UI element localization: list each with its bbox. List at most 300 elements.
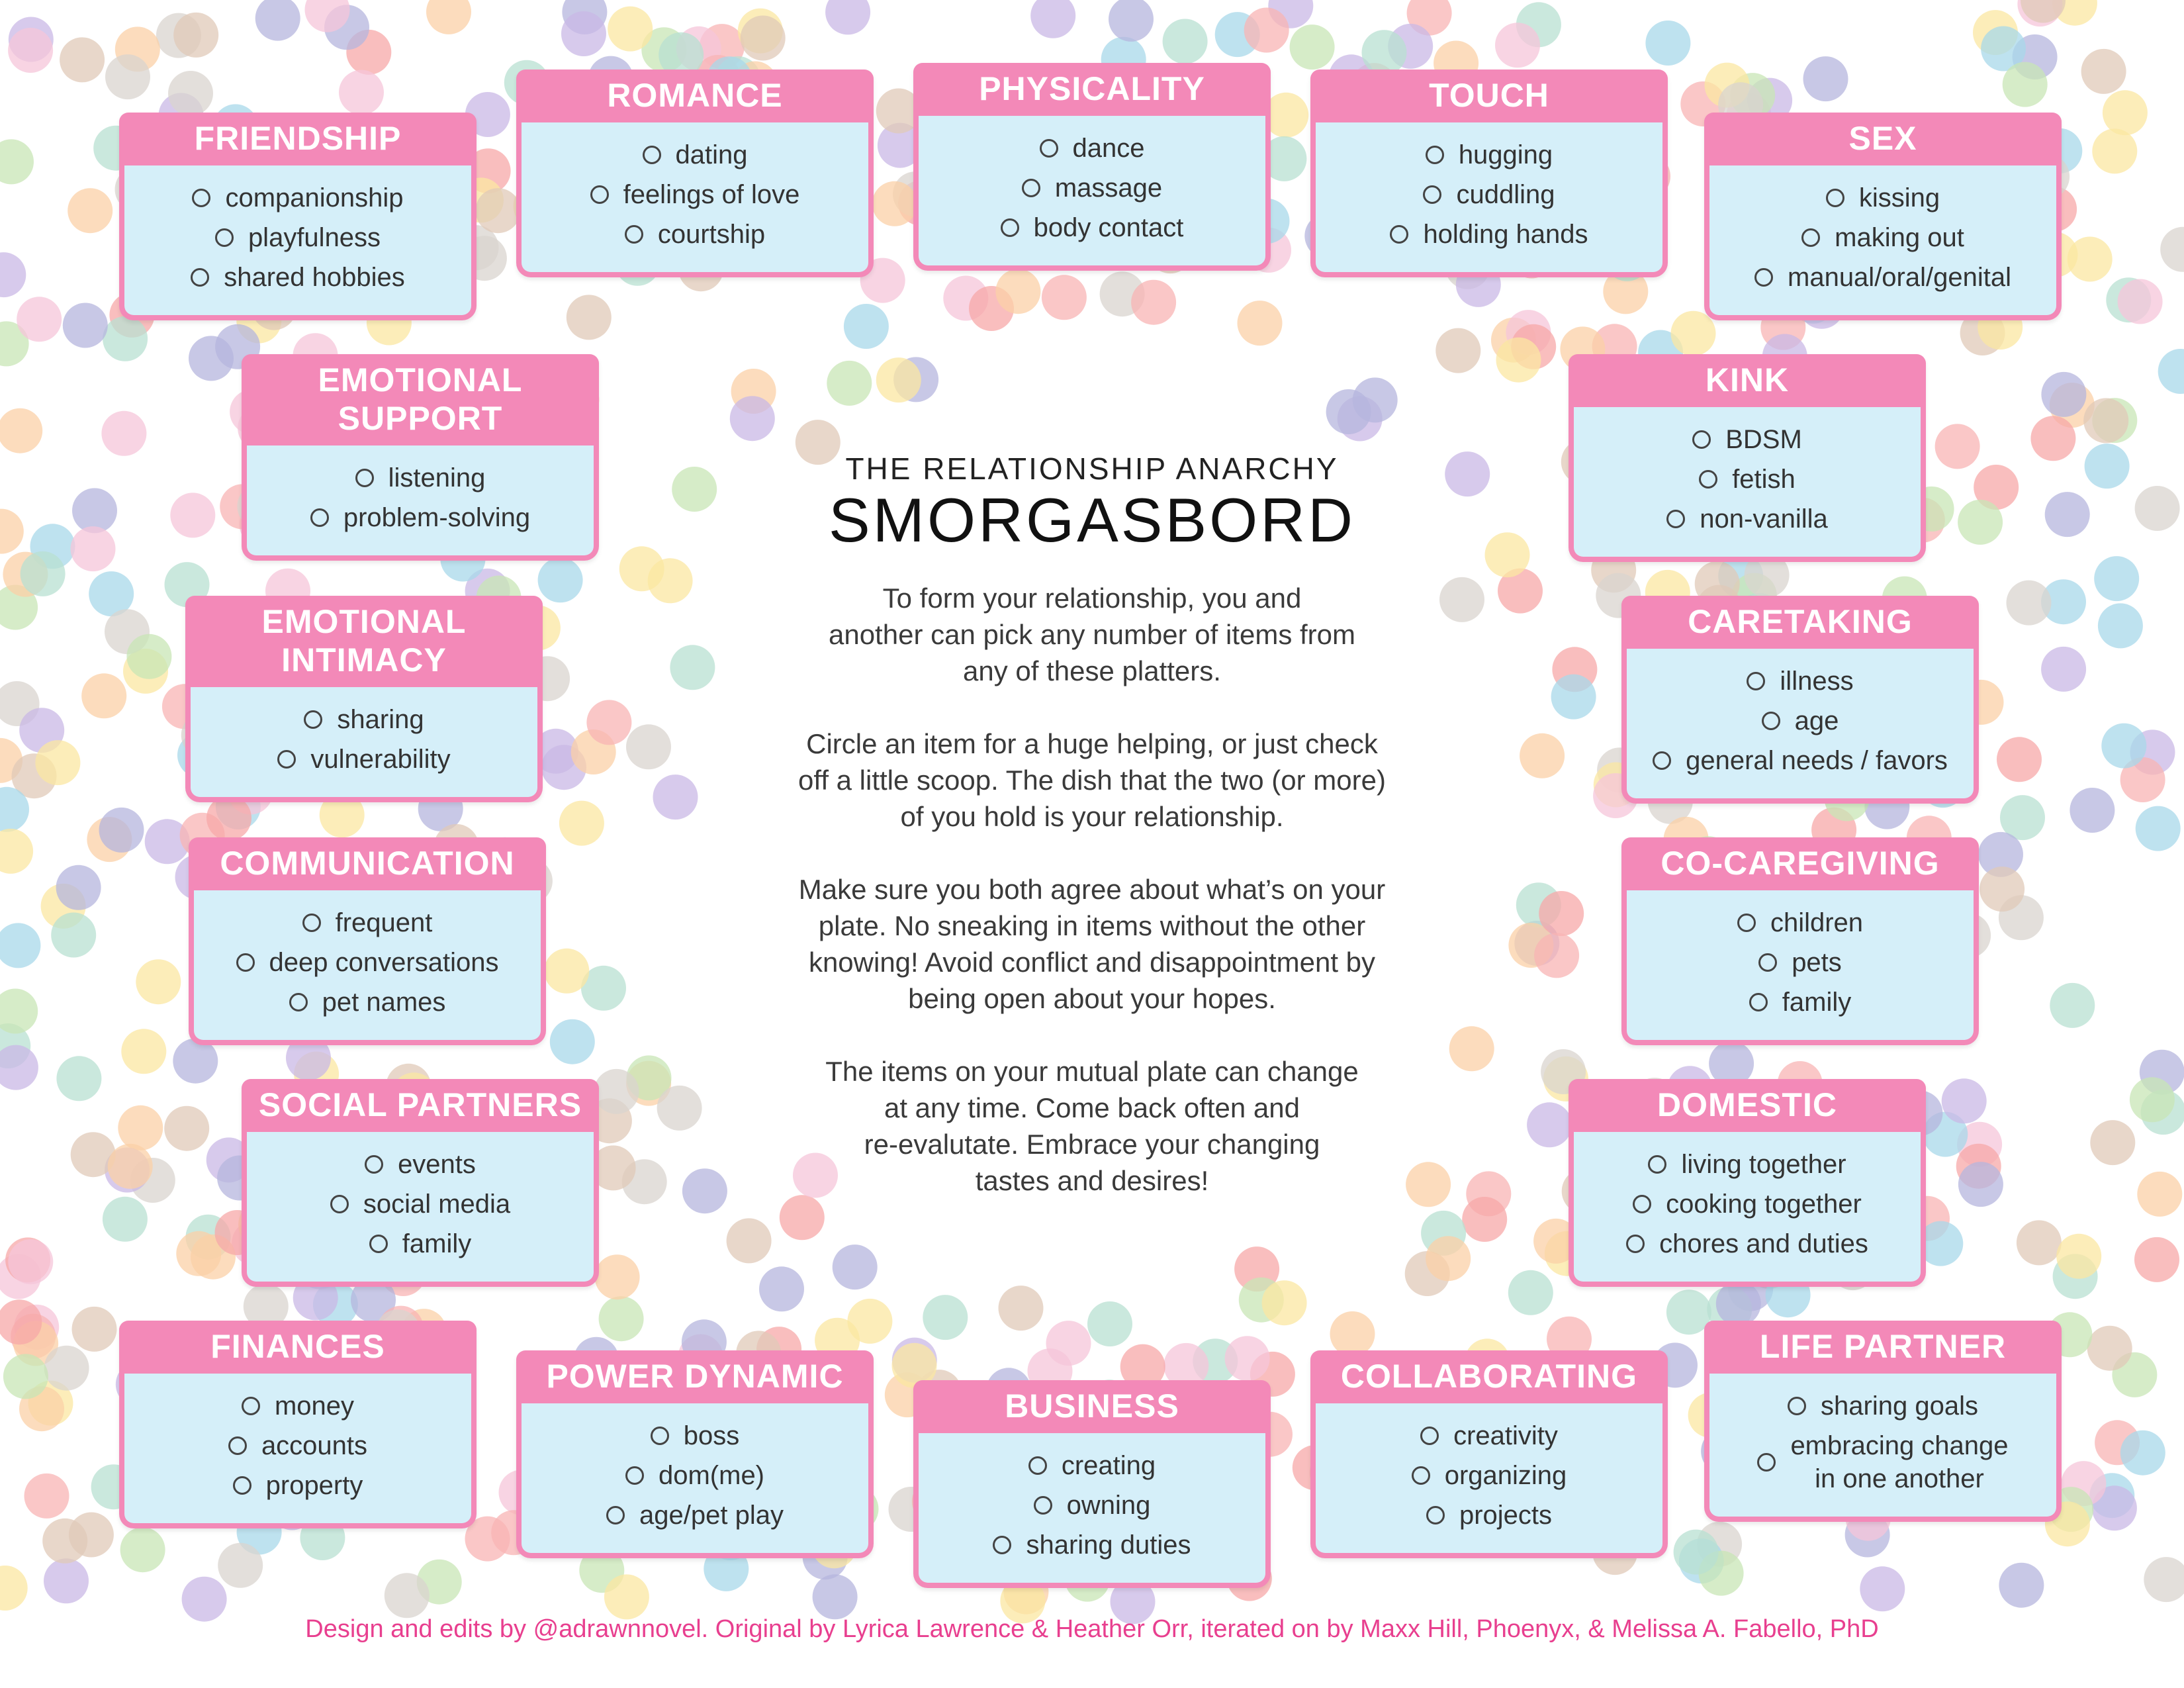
radio-circle-icon	[1692, 430, 1711, 449]
radio-circle-icon	[1762, 712, 1780, 730]
option-item[interactable]: illness	[1635, 665, 1966, 698]
confetti-dot	[72, 1307, 117, 1352]
option-item[interactable]: fetish	[1582, 463, 1913, 496]
confetti-dot	[0, 1045, 38, 1090]
radio-circle-icon	[1826, 189, 1844, 207]
platter-social-partners	[242, 1079, 599, 1287]
radio-circle-icon	[355, 469, 374, 487]
confetti-dot	[1958, 500, 2003, 545]
option-item[interactable]: family	[1635, 986, 1966, 1019]
option-item[interactable]: manual/oral/genital	[1717, 261, 2048, 294]
confetti-dot	[1539, 891, 1584, 936]
radio-circle-icon	[236, 953, 255, 972]
platter-title: FINANCES	[119, 1321, 477, 1374]
option-item[interactable]: sharing goals	[1717, 1389, 2048, 1423]
confetti-dot	[44, 1558, 89, 1603]
option-item[interactable]: playfulness	[132, 221, 463, 254]
confetti-dot	[1534, 933, 1579, 978]
confetti-dot	[844, 304, 889, 349]
option-item[interactable]: vulnerability	[199, 743, 529, 776]
option-item[interactable]: feelings of love	[529, 178, 860, 211]
confetti-dot	[218, 1543, 263, 1588]
radio-circle-icon	[365, 1155, 383, 1174]
confetti-dot	[599, 1296, 644, 1341]
radio-circle-icon	[289, 993, 308, 1011]
option-item[interactable]: problem-solving	[255, 501, 586, 534]
confetti-dot	[876, 357, 921, 402]
confetti-dot	[608, 7, 653, 52]
platter-title: COLLABORATING	[1310, 1350, 1668, 1403]
confetti-dot	[2017, 1220, 2062, 1265]
confetti-dot	[2007, 581, 2052, 626]
option-item[interactable]: non-vanilla	[1582, 502, 1913, 536]
confetti-dot	[594, 1069, 639, 1114]
radio-circle-icon	[1801, 228, 1820, 247]
platter-friendship	[119, 113, 477, 320]
confetti-dot	[0, 408, 42, 453]
confetti-dot	[103, 316, 148, 361]
confetti-dot	[2068, 237, 2113, 282]
confetti-dot	[1999, 1563, 2044, 1608]
option-item[interactable]: age/pet play	[529, 1499, 860, 1532]
confetti-dot	[544, 949, 589, 994]
radio-circle-icon	[304, 710, 322, 729]
intro-paragraph: The items on your mutual plate can change at any time. Come back often and re-evalutate. Embrace your changing tastes and desires!	[825, 1056, 1359, 1196]
confetti-dot	[1935, 424, 1980, 469]
confetti-dot	[108, 1144, 153, 1189]
confetti-dot	[1290, 24, 1335, 70]
confetti-dot	[1449, 1026, 1494, 1071]
option-item[interactable]: social media	[255, 1188, 586, 1221]
radio-circle-icon	[1699, 470, 1717, 489]
confetti-dot	[1042, 275, 1087, 320]
confetti-dot	[42, 1519, 87, 1564]
confetti-dot	[51, 913, 96, 958]
confetti-dot	[1997, 737, 2042, 782]
page-title: SMORGASBORD	[828, 485, 1356, 555]
confetti-dot	[8, 1239, 53, 1284]
confetti-dot	[538, 557, 583, 602]
confetti-dot	[1225, 1336, 1270, 1381]
radio-circle-icon	[1412, 1466, 1430, 1485]
confetti-dot	[1238, 301, 1283, 346]
confetti-dot	[550, 1019, 595, 1064]
confetti-dot	[2120, 1430, 2165, 1476]
platter-communication	[189, 837, 546, 1045]
option-item[interactable]: listening	[255, 461, 586, 494]
radio-circle-icon	[1653, 751, 1671, 770]
platter-title: EMOTIONAL SUPPORT	[242, 354, 599, 445]
confetti-dot	[1485, 532, 1530, 577]
confetti-dot	[1462, 1197, 1507, 1242]
radio-circle-icon	[1757, 1453, 1776, 1472]
confetti-dot	[1131, 280, 1176, 325]
option-item[interactable]: boss	[529, 1419, 860, 1452]
radio-circle-icon	[1028, 1456, 1047, 1475]
confetti-dot	[0, 509, 24, 554]
confetti-dot	[2144, 1557, 2184, 1602]
confetti-dot	[1520, 733, 1565, 778]
confetti-dot	[1426, 1236, 1471, 1281]
radio-circle-icon	[1040, 139, 1058, 158]
option-item[interactable]: pets	[1635, 946, 1966, 979]
confetti-dot	[21, 551, 66, 596]
platter-title: SOCIAL PARTNERS	[242, 1079, 599, 1132]
confetti-dot	[8, 28, 53, 73]
confetti-dot	[559, 801, 604, 846]
option-item[interactable]: holding hands	[1324, 218, 1655, 251]
confetti-dot	[561, 11, 606, 56]
confetti-dot	[2070, 788, 2115, 833]
platter-title: BUSINESS	[913, 1380, 1271, 1433]
radio-circle-icon	[625, 1466, 644, 1485]
intro-paragraph: To form your relationship, you and another can pick any number of items from any of these platters.	[828, 583, 1356, 686]
option-item[interactable]: events	[255, 1148, 586, 1181]
radio-circle-icon	[302, 914, 321, 932]
radio-circle-icon	[1626, 1235, 1645, 1253]
platter-co-caregiving	[1621, 837, 1979, 1045]
radio-circle-icon	[625, 225, 643, 244]
platter-romance	[516, 70, 874, 277]
platter-title: FRIENDSHIP	[119, 113, 477, 165]
radio-circle-icon	[330, 1195, 349, 1213]
option-item[interactable]: general needs / favors	[1635, 744, 1966, 777]
radio-circle-icon	[1666, 510, 1685, 528]
option-item[interactable]: companionship	[132, 181, 463, 214]
confetti-dot	[1087, 1301, 1132, 1346]
confetti-dot	[2081, 49, 2126, 94]
confetti-dot	[81, 673, 126, 718]
confetti-dot	[71, 526, 116, 571]
platter-title: EMOTIONAL INTIMACY	[185, 596, 543, 687]
confetti-dot	[68, 188, 113, 233]
platter-title: LIFE PARTNER	[1704, 1321, 2062, 1374]
option-item[interactable]: cuddling	[1324, 178, 1655, 211]
confetti-dot	[173, 13, 218, 58]
radio-circle-icon	[1390, 225, 1408, 244]
platter-title: COMMUNICATION	[189, 837, 546, 890]
option-item[interactable]: frequent	[202, 906, 533, 939]
confetti-dot	[426, 0, 471, 34]
option-item[interactable]: making out	[1717, 221, 2048, 254]
confetti-dot	[2101, 724, 2146, 769]
confetti-dot	[1330, 1311, 1375, 1356]
option-item[interactable]: massage	[927, 171, 1257, 205]
confetti-dot	[99, 808, 144, 853]
confetti-dot	[682, 1168, 727, 1213]
radio-circle-icon	[277, 750, 296, 769]
confetti-dot	[567, 295, 612, 340]
confetti-dot	[1979, 867, 2025, 912]
platter-title: SEX	[1704, 113, 2062, 165]
intro-paragraph: Make sure you both agree about what’s on your plate. No sneaking in items without the other knowing! Avoid conflict and disappointment by being open about your hopes.	[798, 874, 1386, 1014]
platter-title: CO-CAREGIVING	[1621, 837, 1979, 890]
confetti-dot	[2136, 806, 2181, 851]
radio-circle-icon	[310, 508, 329, 527]
confetti-dot	[741, 16, 786, 61]
platter-title: ROMANCE	[516, 70, 874, 122]
radio-circle-icon	[643, 146, 661, 164]
option-item[interactable]: cooking together	[1582, 1188, 1913, 1221]
confetti-dot	[3, 1354, 48, 1399]
confetti-dot	[2094, 556, 2139, 601]
confetti-dot	[60, 37, 105, 82]
page-kicker: THE RELATIONSHIP ANARCHY	[845, 451, 1339, 486]
confetti-dot	[2118, 279, 2163, 324]
confetti-dot	[2056, 1234, 2101, 1279]
confetti-dot	[1803, 56, 1848, 101]
confetti-dot	[0, 829, 33, 874]
option-item[interactable]: organizing	[1324, 1459, 1655, 1492]
confetti-dot	[476, 188, 521, 233]
confetti-dot	[126, 634, 171, 679]
confetti-dot	[2137, 1172, 2182, 1217]
confetti-dot	[813, 1574, 858, 1619]
confetti-dot	[0, 139, 34, 184]
option-item[interactable]: BDSM	[1582, 423, 1913, 456]
confetti-dot	[1109, 0, 1154, 42]
platter-power-dynamic	[516, 1350, 874, 1558]
confetti-dot	[847, 1299, 892, 1344]
radio-circle-icon	[1633, 1195, 1651, 1213]
confetti-dot	[1645, 21, 1690, 66]
confetti-dot	[1262, 1280, 1307, 1325]
confetti-dot	[672, 467, 717, 512]
radio-circle-icon	[192, 189, 210, 207]
confetti-dot	[164, 1106, 209, 1151]
confetti-dot	[136, 959, 181, 1004]
confetti-dot	[56, 865, 101, 910]
confetti-dot	[44, 1346, 89, 1391]
radio-circle-icon	[1747, 672, 1765, 690]
radio-circle-icon	[228, 1436, 247, 1455]
confetti-dot	[1716, 1281, 1761, 1326]
confetti-dot	[206, 796, 251, 841]
confetti-dot	[121, 1029, 166, 1074]
option-item[interactable]: body contact	[927, 211, 1257, 244]
platter-collaborating	[1310, 1350, 1668, 1558]
confetti-dot	[833, 1244, 878, 1289]
radio-circle-icon	[191, 268, 209, 287]
confetti-dot	[604, 1574, 649, 1619]
confetti-dot	[255, 0, 300, 41]
option-item[interactable]: sharing duties	[927, 1528, 1257, 1562]
confetti-dot	[168, 71, 213, 116]
radio-circle-icon	[651, 1427, 669, 1445]
platter-sex	[1704, 113, 2062, 320]
confetti-dot	[2135, 486, 2180, 531]
option-item[interactable]: family	[255, 1227, 586, 1260]
confetti-dot	[170, 492, 215, 538]
confetti-dot	[35, 740, 80, 785]
confetti-dot	[2090, 1120, 2135, 1165]
confetti-dot	[995, 269, 1040, 314]
option-item[interactable]: deep conversations	[202, 946, 533, 979]
confetti-dot	[385, 1573, 430, 1618]
radio-circle-icon	[1423, 185, 1441, 204]
confetti-dot	[1942, 1078, 1987, 1123]
option-item[interactable]: dom(me)	[529, 1459, 860, 1492]
confetti-dot	[0, 989, 38, 1034]
option-item[interactable]: age	[1635, 704, 1966, 737]
option-item[interactable]: money	[132, 1389, 463, 1423]
option-item[interactable]: embracing change in one another	[1717, 1429, 2048, 1495]
platter-business	[913, 1380, 1271, 1588]
option-item[interactable]: children	[1635, 906, 1966, 939]
platter-title: POWER DYNAMIC	[516, 1350, 874, 1403]
option-item[interactable]: chores and duties	[1582, 1227, 1913, 1260]
platter-caretaking	[1621, 596, 1979, 804]
radio-circle-icon	[1758, 953, 1777, 972]
confetti-dot	[17, 297, 62, 342]
credit-line: Design and edits by @adrawnnovel. Original by Lyrica Lawrence & Heather Orr, iterated on by Maxx Hill, Phoenyx, & Melissa A. Fabello, PhD	[305, 1615, 1879, 1643]
confetti-dot	[999, 1286, 1044, 1331]
radio-circle-icon	[1034, 1496, 1052, 1515]
confetti-dot	[2134, 1237, 2179, 1282]
radio-circle-icon	[1001, 218, 1019, 237]
radio-circle-icon	[1749, 993, 1768, 1011]
confetti-dot	[1030, 0, 1075, 38]
radio-circle-icon	[1648, 1155, 1666, 1174]
confetti-dot	[619, 546, 664, 591]
confetti-dot	[2158, 349, 2184, 394]
confetti-dot	[2045, 492, 2090, 537]
confetti-dot	[2160, 227, 2184, 272]
radio-circle-icon	[369, 1235, 388, 1253]
confetti-dot	[2041, 372, 2086, 417]
confetti-dot	[2087, 1326, 2132, 1371]
radio-circle-icon	[242, 1397, 260, 1415]
option-item[interactable]: kissing	[1717, 181, 2048, 214]
radio-circle-icon	[233, 1476, 251, 1495]
confetti-dot	[1326, 389, 1371, 434]
confetti-dot	[2041, 647, 2086, 692]
confetti-dot	[670, 645, 715, 690]
option-item[interactable]: hugging	[1324, 138, 1655, 171]
platter-life-partner	[1704, 1321, 2062, 1522]
confetti-dot	[1163, 19, 1208, 64]
radio-circle-icon	[1426, 1506, 1445, 1524]
option-item[interactable]: owning	[927, 1489, 1257, 1522]
intro-paragraph: Circle an item for a huge helping, or just check off a little scoop. The dish that the two (or more) of you hold is your relationship.	[798, 728, 1386, 832]
confetti-dot	[0, 923, 40, 968]
confetti-dot	[1551, 675, 1596, 720]
confetti-dot	[2098, 603, 2143, 648]
confetti-dot	[1958, 1162, 2003, 1207]
platter-title: DOMESTIC	[1569, 1079, 1926, 1132]
platter-finances	[119, 1321, 477, 1528]
confetti-dot	[653, 774, 698, 820]
confetti-dot	[595, 1254, 640, 1299]
radio-circle-icon	[1420, 1427, 1439, 1445]
radio-circle-icon	[590, 185, 609, 204]
confetti-dot	[2103, 90, 2148, 135]
option-item[interactable]: sharing	[199, 703, 529, 736]
option-item[interactable]: courtship	[529, 218, 860, 251]
confetti-dot	[657, 1086, 702, 1131]
radio-circle-icon	[993, 1536, 1011, 1554]
confetti-dot	[103, 1197, 148, 1242]
confetti-dot	[2050, 983, 2095, 1028]
radio-circle-icon	[1737, 914, 1756, 932]
confetti-dot	[923, 1295, 968, 1340]
option-item[interactable]: dance	[927, 132, 1257, 165]
confetti-dot	[1508, 1270, 1553, 1315]
confetti-dot	[730, 396, 775, 441]
option-item[interactable]: property	[132, 1469, 463, 1502]
confetti-dot	[24, 1474, 69, 1519]
center-text	[735, 450, 1449, 1235]
confetti-dot	[2092, 128, 2137, 173]
confetti-dot	[872, 181, 917, 226]
platter-emotional-support	[242, 354, 599, 561]
confetti-dot	[118, 1105, 163, 1150]
radio-circle-icon	[606, 1506, 625, 1524]
option-item[interactable]: creating	[927, 1449, 1257, 1482]
confetti-dot	[101, 411, 146, 456]
platter-title: PHYSICALITY	[913, 63, 1271, 116]
confetti-dot	[1674, 1530, 1719, 1575]
confetti-dot	[759, 1266, 804, 1311]
confetti-dot	[339, 70, 384, 115]
confetti-dot	[56, 1056, 101, 1101]
confetti-dot	[827, 361, 872, 406]
confetti-dot	[2083, 398, 2128, 443]
platter-title: KINK	[1569, 354, 1926, 407]
option-item[interactable]: accounts	[132, 1429, 463, 1462]
option-item[interactable]: projects	[1324, 1499, 1655, 1532]
confetti-dot	[2003, 62, 2048, 107]
confetti-dot	[105, 54, 150, 99]
confetti-dot	[63, 303, 108, 348]
platter-kink	[1569, 354, 1926, 562]
confetti-dot	[586, 700, 631, 745]
confetti-dot	[1362, 30, 1407, 75]
confetti-dot	[1435, 328, 1480, 373]
confetti-dot	[120, 1527, 165, 1572]
platter-emotional-intimacy	[185, 596, 543, 802]
option-item[interactable]: pet names	[202, 986, 533, 1019]
confetti-dot	[1496, 338, 1541, 383]
confetti-dot	[2130, 1077, 2175, 1122]
confetti-dot	[2085, 444, 2130, 489]
radio-circle-icon	[1788, 1397, 1806, 1415]
confetti-dot	[825, 0, 870, 34]
confetti-dot	[2030, 416, 2075, 461]
radio-circle-icon	[1426, 146, 1444, 164]
confetti-dot	[0, 252, 26, 297]
platter-title: CARETAKING	[1621, 596, 1979, 649]
confetti-dot	[626, 724, 671, 769]
platter-physicality	[913, 63, 1271, 271]
radio-circle-icon	[1022, 179, 1040, 197]
confetti-dot	[1527, 1102, 1572, 1147]
option-item[interactable]: living together	[1582, 1148, 1913, 1181]
platter-title: TOUCH	[1310, 70, 1668, 122]
option-item[interactable]: shared hobbies	[132, 261, 463, 294]
platter-domestic	[1569, 1079, 1926, 1287]
platter-touch	[1310, 70, 1668, 277]
radio-circle-icon	[215, 228, 234, 247]
confetti-dot	[0, 1566, 28, 1611]
option-item[interactable]: creativity	[1324, 1419, 1655, 1452]
confetti-dot	[1860, 1566, 1905, 1611]
confetti-dot	[1445, 451, 1490, 496]
option-item[interactable]: dating	[529, 138, 860, 171]
confetti-dot	[1495, 23, 1540, 68]
confetti-dot	[1244, 8, 1289, 53]
radio-circle-icon	[1754, 268, 1773, 287]
